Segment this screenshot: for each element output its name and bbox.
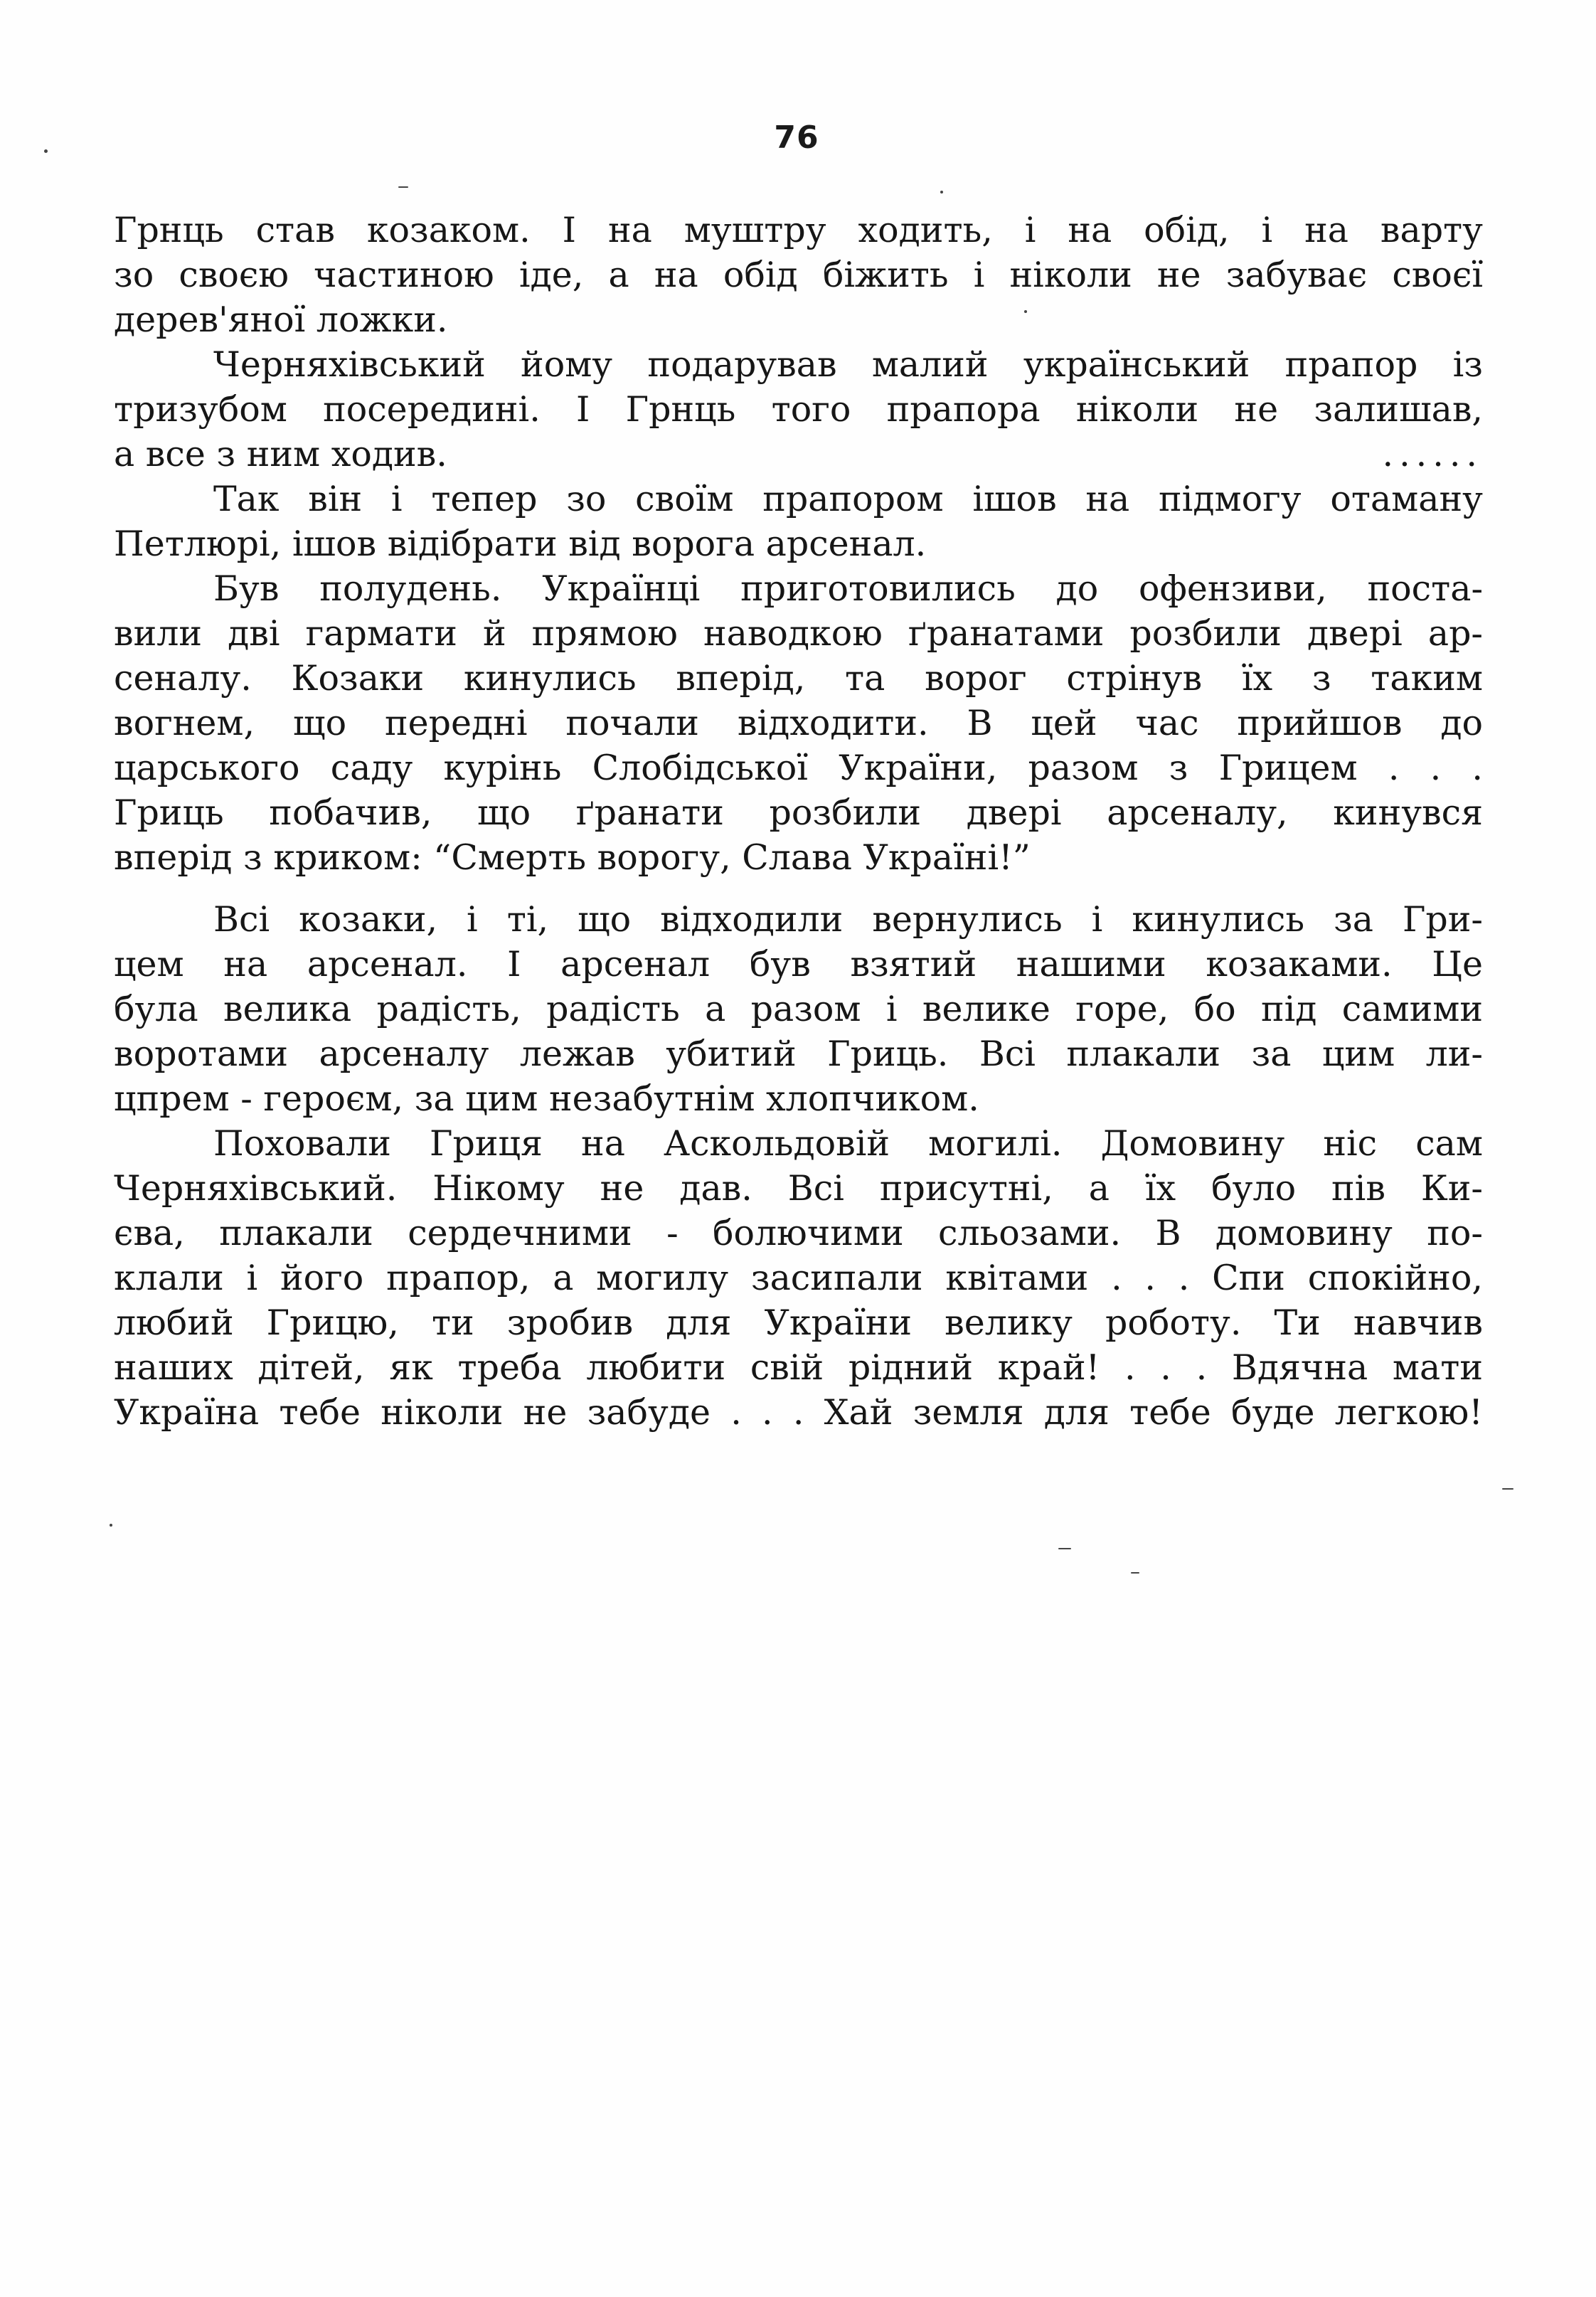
paragraph-1: [114, 208, 1483, 342]
text-line: була велика радість, радість а разом і велике горе, бо під самими: [114, 989, 1483, 1029]
page-number: 76: [774, 120, 819, 156]
scan-speck: [1058, 1548, 1071, 1549]
scan-speck: [1502, 1488, 1513, 1490]
scan-speck: [1024, 310, 1027, 313]
paragraph-6: [114, 1121, 1483, 1435]
text-line: цем на арсенал. І арсенал був взятий нашими козаками. Це: [114, 944, 1483, 985]
text-line: [114, 432, 1483, 477]
text-line: царського саду курінь Слобідської України, разом з Грицем . . .: [114, 748, 1483, 788]
body-text: [114, 208, 1483, 1435]
text-line: зо своєю частиною іде, а на обід біжить і ніколи не забуває своєї: [114, 255, 1483, 295]
text-line: любий Грицю, ти зробив для України велику роботу. Ти навчив: [114, 1303, 1483, 1343]
text-line: воротами арсеналу лежав убитий Гриць. Всі плакали за цим ли-: [114, 1034, 1483, 1074]
text-line: Поховали Гриця на Аскольдовій могилі. Домовину ніс сам: [213, 1123, 1483, 1164]
scan-speck: [398, 186, 408, 188]
paragraph-3: [114, 477, 1483, 566]
text-line: вогнем, що передні почали відходити. В цей час прийшов до: [114, 703, 1483, 743]
text-line: дерев'яної ложки.: [114, 299, 448, 340]
text-line: Черняхівський. Нікому не дав. Всі присутні, а їх було пів Ки-: [114, 1168, 1483, 1209]
ellipsis-dots: ......: [1382, 434, 1483, 474]
text-line: Був полудень. Українці приготовились до офензиви, поста-: [213, 568, 1483, 609]
text-line: Гриць побачив, що ґранати розбили двері арсеналу, кинувся: [114, 792, 1483, 833]
text-line: Петлюрі, ішов відібрати від ворога арсенал.: [114, 524, 927, 564]
scan-speck: [44, 149, 48, 153]
paragraph-4: [114, 566, 1483, 880]
text-line: тризубом посередині. І Грнць того прапора ніколи не залишав,: [114, 389, 1483, 430]
text-line: Грнць став козаком. І на муштру ходить, і на обід, і на варту: [114, 210, 1483, 250]
scan-speck: [1131, 1572, 1139, 1574]
text-line-content: а все з ним ходив.: [114, 434, 447, 474]
text-line: цпрем - героєм, за цим незабутнім хлопчиком.: [114, 1078, 979, 1119]
paragraph-2: [114, 342, 1483, 477]
text-line: клали і його прапор, а могилу засипали квітами . . . Спи спокійно,: [114, 1258, 1483, 1298]
text-line: Україна тебе ніколи не забуде . . . Хай земля для тебе буде легкою!: [114, 1392, 1483, 1433]
text-line: Так він і тепер зо своїм прапором ішов на підмогу отаману: [213, 479, 1483, 519]
scan-speck: [110, 1524, 112, 1527]
text-line: наших дітей, як треба любити свій рідний край! . . . Вдячна мати: [114, 1347, 1483, 1388]
text-line: сеналу. Козаки кинулись вперід, та ворог стрінув їх з таким: [114, 658, 1483, 699]
text-line: вперід з криком: “Смерть ворогу, Слава Україні!”: [114, 837, 1031, 878]
text-line: Всі козаки, і ті, що відходили вернулись і кинулись за Гри-: [213, 899, 1483, 940]
text-line: єва, плакали сердечними - болючими сльозами. В домовину по-: [114, 1213, 1483, 1253]
text-line: Черняхівський йому подарував малий український прапор із: [213, 344, 1483, 385]
text-line: вили дві гармати й прямою наводкою ґранатами розбили двері ар-: [114, 613, 1483, 654]
scan-speck: [940, 191, 943, 193]
paragraph-5: [114, 897, 1483, 1121]
